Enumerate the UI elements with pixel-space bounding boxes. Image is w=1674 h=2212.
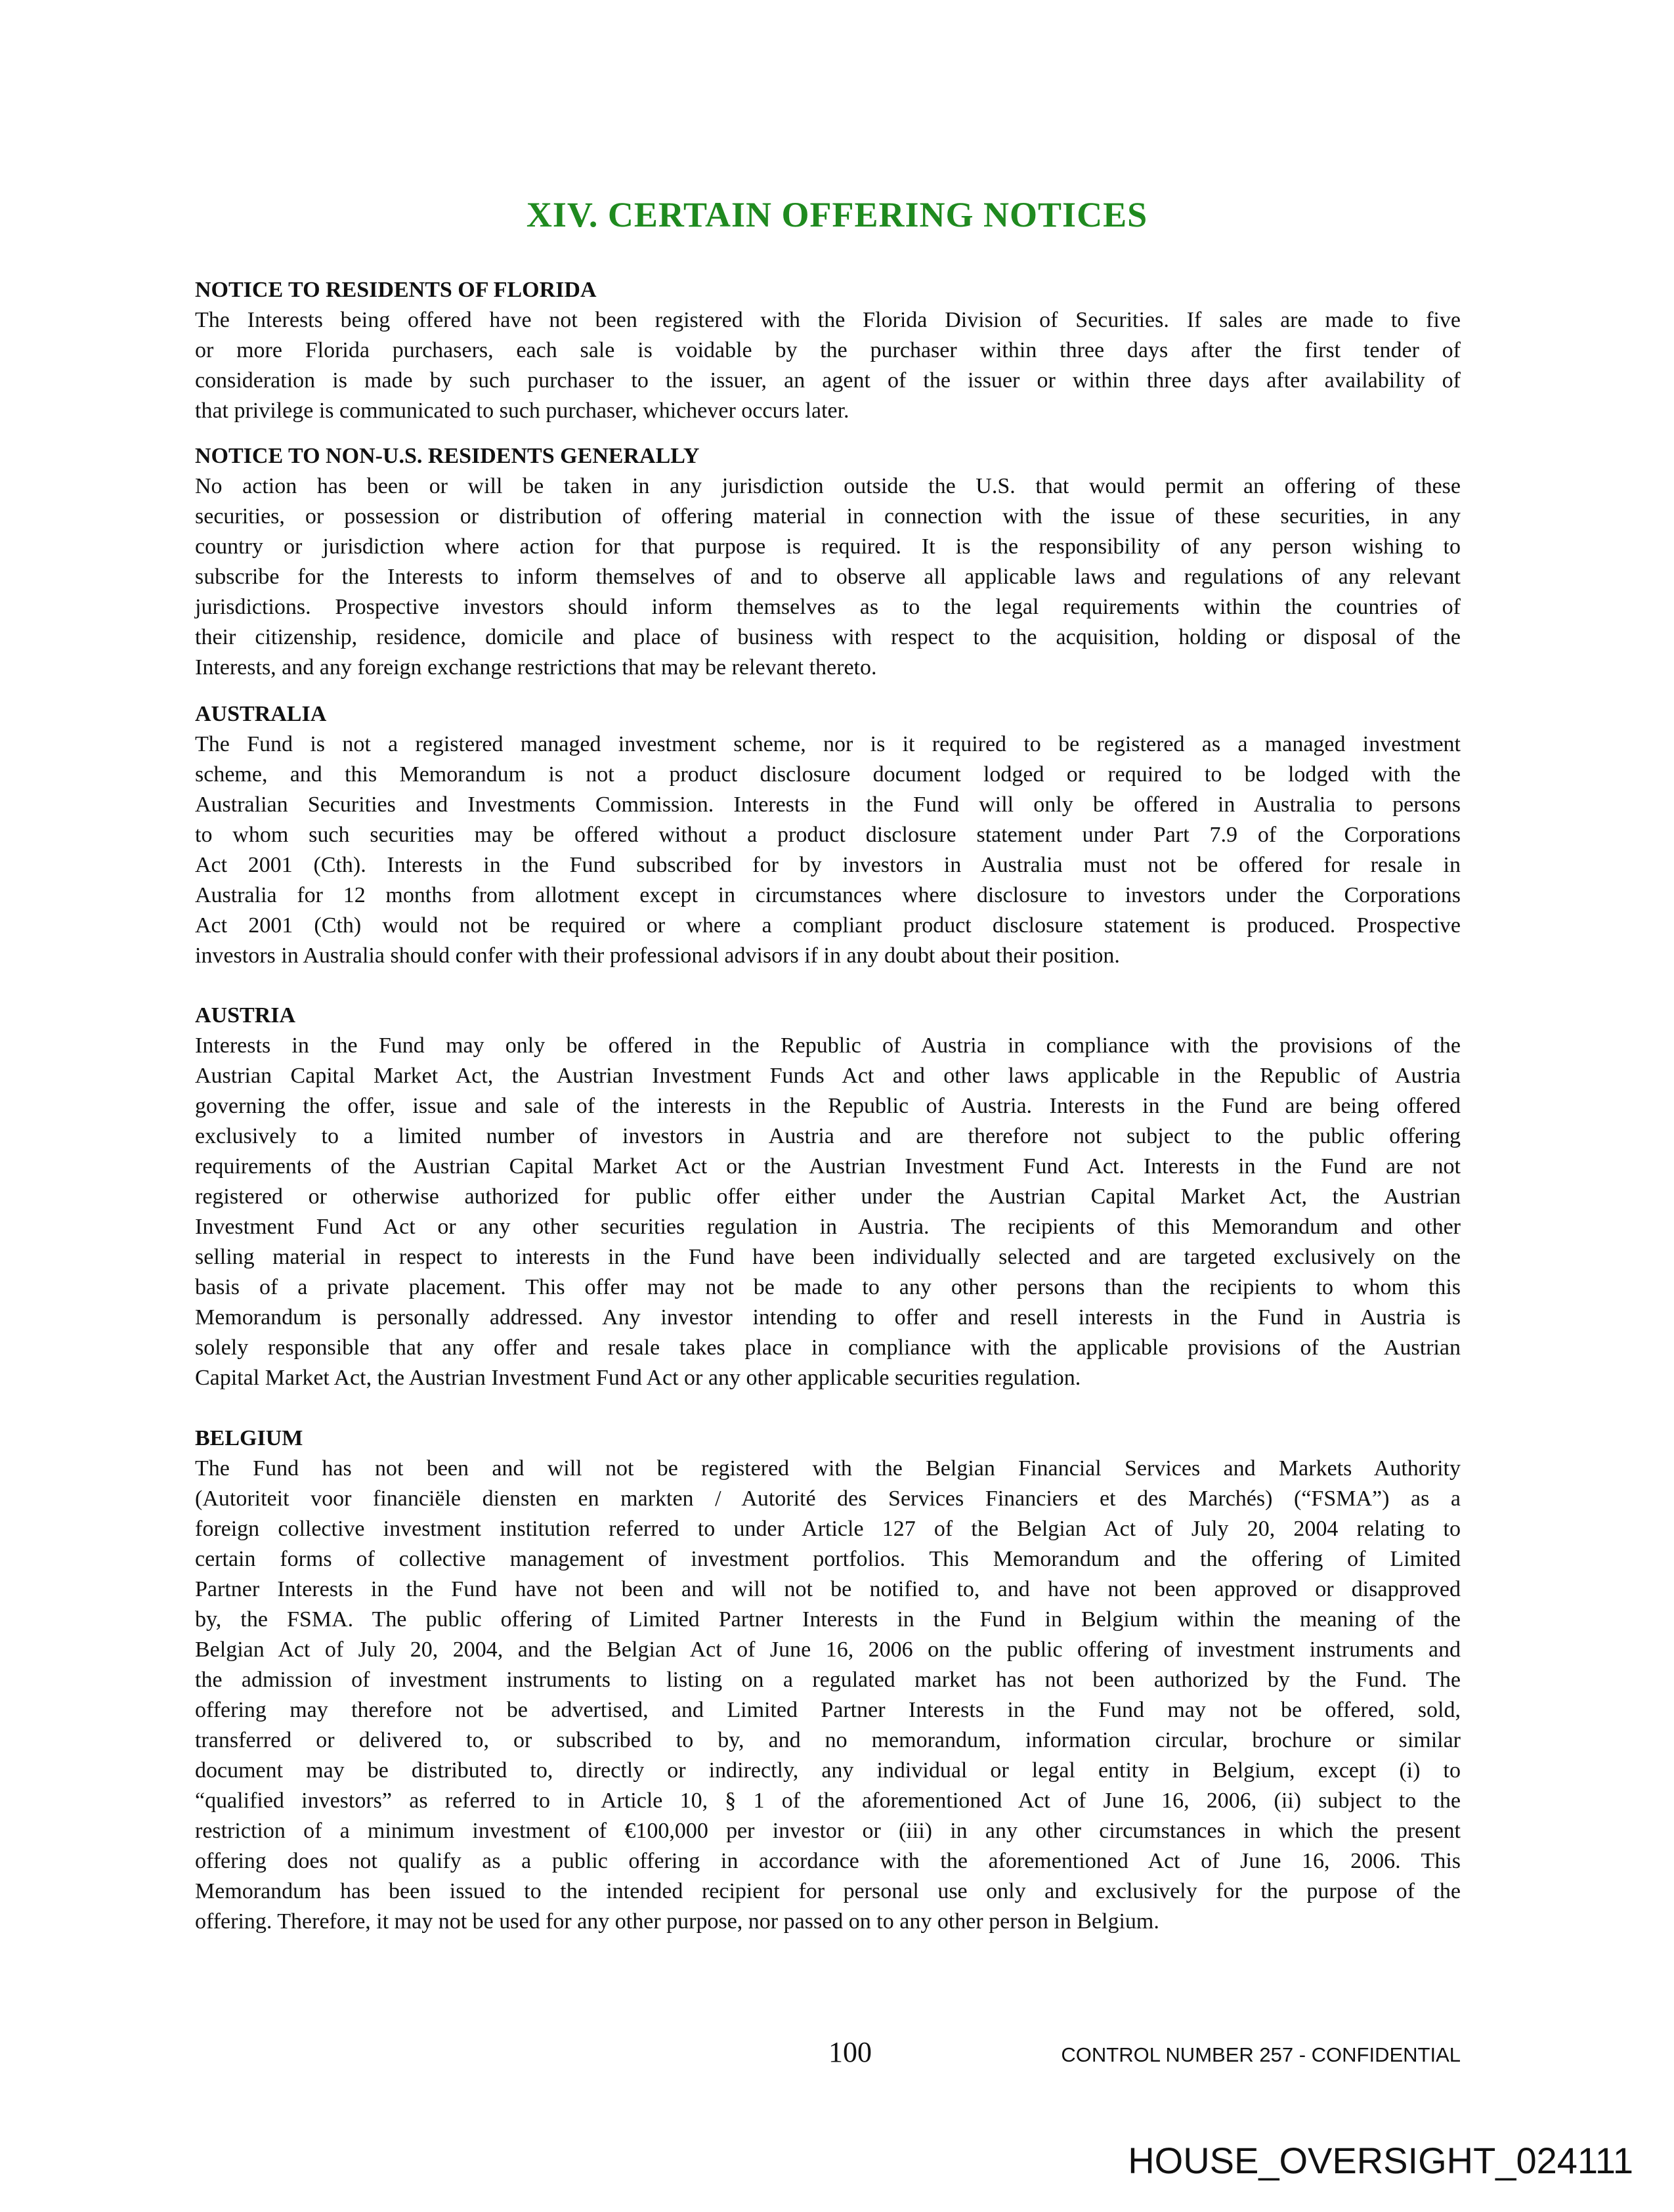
paragraph-line: basis of a private placement. This offer may not be made to any other persons than the recipients to whom this [195,1275,1461,1299]
paragraph-line: restriction of a minimum investment of €100,000 per investor or (iii) in any other circumstances in which the present [195,1819,1461,1843]
paragraph-line: Investment Fund Act or any other securities regulation in Austria. The recipients of this Memorandum and other [195,1215,1461,1239]
paragraph-line: the admission of investment instruments to listing on a regulated market has not been authorized by the Fund. The [195,1668,1461,1692]
paragraph-line: to whom such securities may be offered without a product disclosure statement under Part 7.9 of the Corporations [195,823,1461,847]
paragraph-line: Capital Market Act, the Austrian Investment Fund Act or any other applicable securities regulation. [195,1366,1081,1390]
section-heading: AUSTRIA [195,1003,296,1028]
paragraph-line: that privilege is communicated to such purchaser, whichever occurs later. [195,399,849,423]
paragraph-line: country or jurisdiction where action for that purpose is required. It is the responsibility of any person wishing to [195,534,1461,559]
section-heading: NOTICE TO NON-U.S. RESIDENTS GENERALLY [195,444,700,468]
paragraph-line: The Fund has not been and will not be registered with the Belgian Financial Services and Markets Authority [195,1456,1461,1481]
paragraph-line: transferred or delivered to, or subscribed to by, and no memorandum, information circular, brochure or similar [195,1728,1461,1752]
paragraph-line: Memorandum has been issued to the intended recipient for personal use only and exclusively for the purpose of the [195,1879,1461,1903]
control-number: CONTROL NUMBER 257 - CONFIDENTIAL [1061,2043,1461,2066]
paragraph-line: or more Florida purchasers, each sale is voidable by the purchaser within three days after the first tender of [195,338,1461,362]
paragraph-line: requirements of the Austrian Capital Market Act or the Austrian Investment Fund Act. Interests in the Fund are not [195,1154,1461,1179]
paragraph-line: The Interests being offered have not been registered with the Florida Division of Securities. If sales are made to five [195,308,1461,332]
paragraph-line: scheme, and this Memorandum is not a product disclosure document lodged or required to be lodged with the [195,762,1461,787]
paragraph-line: Act 2001 (Cth) would not be required or where a compliant product disclosure statement is produced. Prospective [195,913,1461,938]
section-florida [195,275,1461,426]
paragraph-line: Act 2001 (Cth). Interests in the Fund subscribed for by investors in Australia must not be offered for resale in [195,853,1461,877]
paragraph-line: certain forms of collective management of investment portfolios. This Memorandum and the offering of Limited [195,1547,1461,1571]
page-number: 100 [828,2036,872,2068]
section-australia [195,699,1461,971]
paragraph-line: Austrian Capital Market Act, the Austrian Investment Funds Act and other laws applicable in the Republic of Austria [195,1064,1461,1088]
paragraph-line: offering. Therefore, it may not be used for any other purpose, nor passed on to any other person in Belgium. [195,1909,1159,1934]
paragraph-line: subscribe for the Interests to inform themselves of and to observe all applicable laws and regulations of any relevant [195,565,1461,589]
paragraph-line: The Fund is not a registered managed investment scheme, nor is it required to be registered as a managed investment [195,732,1461,756]
paragraph-line: (Autoriteit voor financiële diensten en markten / Autorité des Services Financiers et des Marchés) (“FSMA”) as a [195,1486,1461,1511]
paragraph-line: consideration is made by such purchaser to the issuer, an agent of the issuer or within three days after availability of [195,368,1461,393]
section-heading: BELGIUM [195,1426,303,1450]
bates-number: HOUSE_OVERSIGHT_024111 [1128,2140,1633,2181]
section-heading: NOTICE TO RESIDENTS OF FLORIDA [195,278,597,302]
section-austria [195,1001,1461,1393]
paragraph-line: Partner Interests in the Fund have not been and will not be notified to, and have not been approved or disapproved [195,1577,1461,1601]
section-heading: AUSTRALIA [195,702,327,726]
paragraph-line: Australian Securities and Investments Commission. Interests in the Fund will only be offered in Australia to persons [195,792,1461,817]
paragraph-line: governing the offer, issue and sale of the interests in the Republic of Austria. Interests in the Fund are being offered [195,1094,1461,1118]
paragraph-line: their citizenship, residence, domicile and place of business with respect to the acquisition, holding or disposal of the [195,625,1461,649]
paragraph-line: foreign collective investment institution referred to under Article 127 of the Belgian Act of July 20, 2004 relating to [195,1517,1461,1541]
paragraph-line: by, the FSMA. The public offering of Limited Partner Interests in the Fund in Belgium within the meaning of the [195,1607,1461,1632]
paragraph-line: No action has been or will be taken in any jurisdiction outside the U.S. that would permit an offering of these [195,474,1461,498]
paragraph-line: offering may therefore not be advertised, and Limited Partner Interests in the Fund may not be offered, sold, [195,1698,1461,1722]
paragraph-line: registered or otherwise authorized for public offer either under the Austrian Capital Market Act, the Austrian [195,1184,1461,1209]
section-belgium [195,1423,1461,1937]
section-non-us [195,441,1461,683]
paragraph-line: “qualified investors” as referred to in Article 10, § 1 of the aforementioned Act of June 16, 2006, (ii) subject to the [195,1789,1461,1813]
paragraph-line: investors in Australia should confer with their professional advisors if in any doubt about their position. [195,943,1120,968]
paragraph-line: Australia for 12 months from allotment except in circumstances where disclosure to investors under the Corporations [195,883,1461,907]
paragraph-line: document may be distributed to, directly or indirectly, any individual or legal entity in Belgium, except (i) to [195,1758,1461,1783]
paragraph-line: Belgian Act of July 20, 2004, and the Belgian Act of June 16, 2006 on the public offering of investment instruments and [195,1637,1461,1662]
paragraph-line: solely responsible that any offer and resale takes place in compliance with the applicable provisions of the Austrian [195,1335,1461,1360]
paragraph-line: exclusively to a limited number of investors in Austria and are therefore not subject to the public offering [195,1124,1461,1148]
paragraph-line: selling material in respect to interests in the Fund have been individually selected and are targeted exclusively on the [195,1245,1461,1269]
page-title: XIV. CERTAIN OFFERING NOTICES [526,195,1148,234]
paragraph-line: securities, or possession or distribution of offering material in connection with the issue of these securities, in any [195,504,1461,529]
paragraph-line: Interests in the Fund may only be offered in the Republic of Austria in compliance with the provisions of the [195,1033,1461,1058]
paragraph-line: jurisdictions. Prospective investors should inform themselves as to the legal requirements within the countries of [195,595,1461,619]
paragraph-line: Memorandum is personally addressed. Any investor intending to offer and resell interests in the Fund in Austria is [195,1305,1461,1330]
paragraph-line: offering does not qualify as a public offering in accordance with the aforementioned Act of June 16, 2006. This [195,1849,1461,1873]
paragraph-line: Interests, and any foreign exchange restrictions that may be relevant thereto. [195,655,877,680]
